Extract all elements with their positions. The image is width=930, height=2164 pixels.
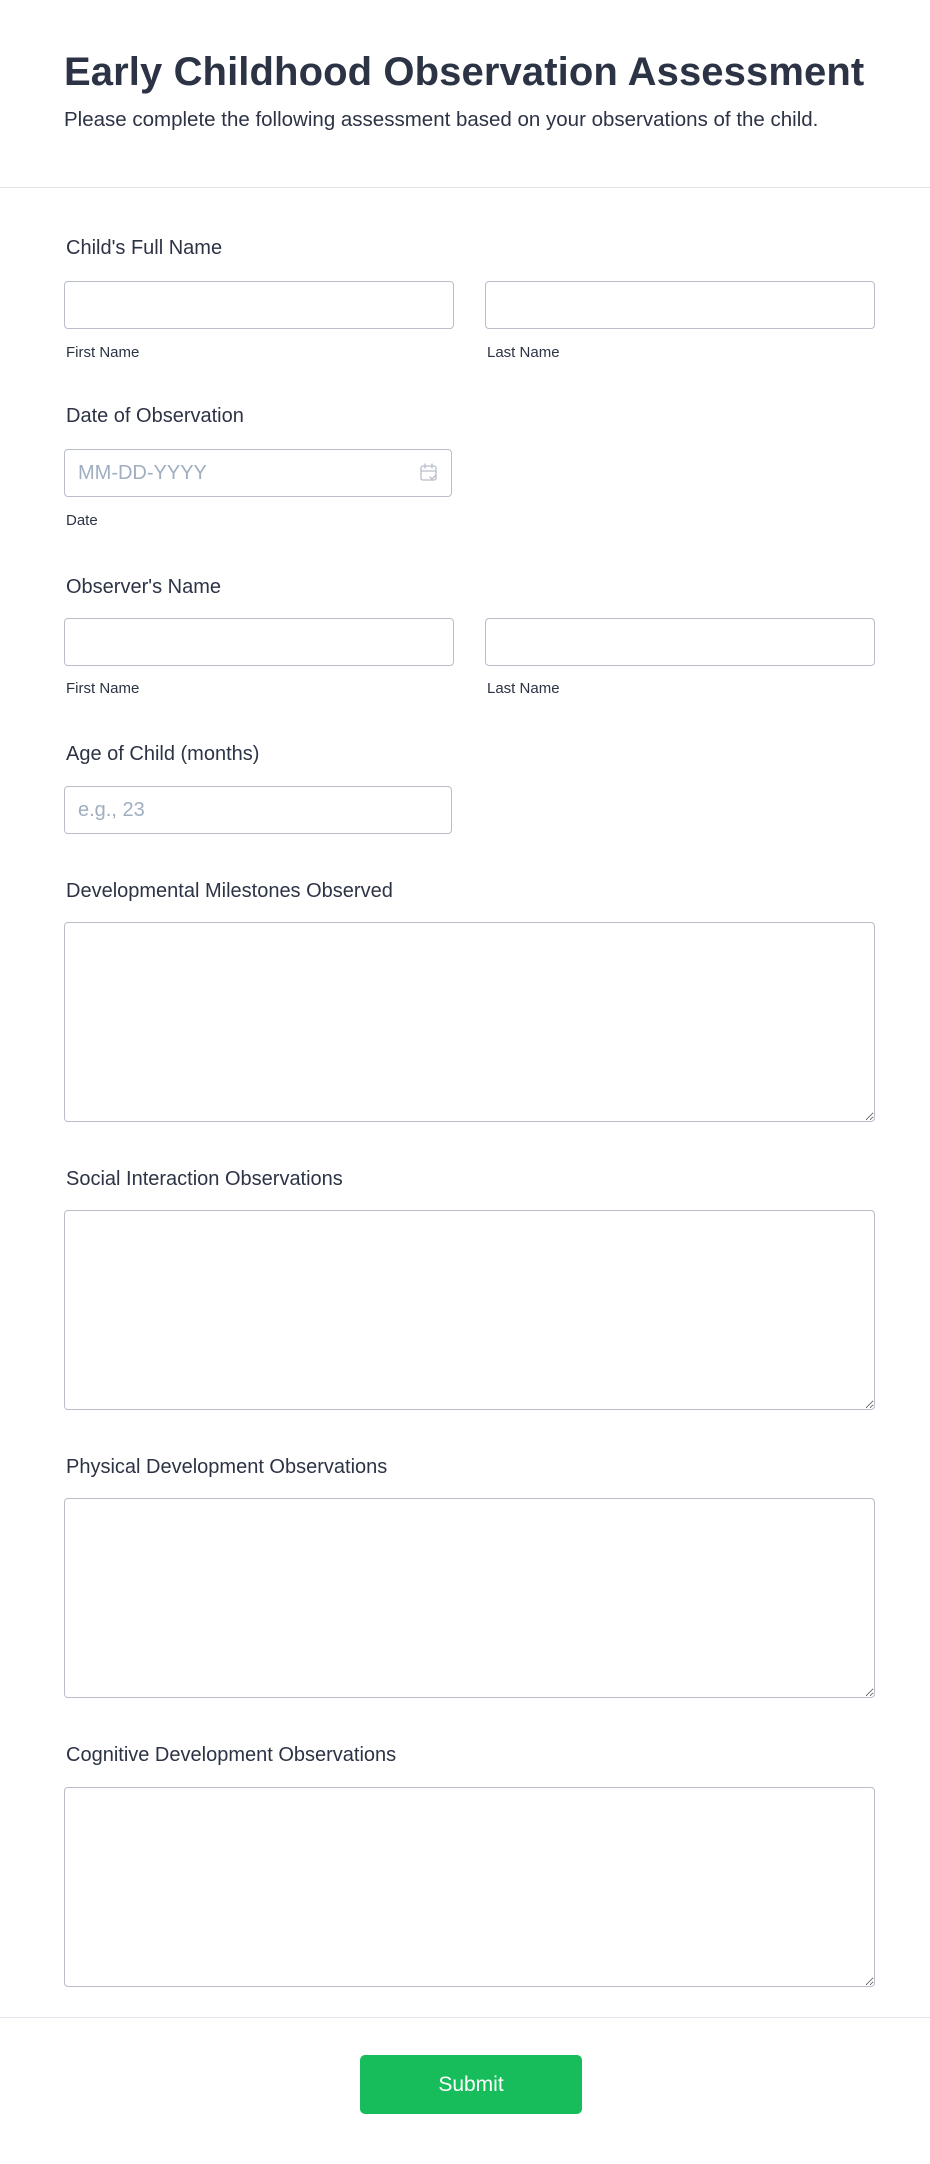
form-header (0, 0, 930, 188)
footer-divider (0, 2017, 930, 2018)
date-label: Date of Observation (66, 405, 244, 427)
submit-button[interactable]: Submit (360, 2055, 582, 2114)
milestones-label: Developmental Milestones Observed (66, 880, 393, 902)
physical-label: Physical Development Observations (66, 1456, 388, 1478)
cognitive-label: Cognitive Development Observations (66, 1744, 397, 1766)
physical-textarea[interactable] (64, 1498, 875, 1698)
page-title: Early Childhood Observation Assessment (64, 50, 865, 94)
observer-last-name-sublabel: Last Name (487, 680, 560, 697)
social-textarea[interactable] (64, 1210, 875, 1410)
age-input[interactable] (64, 786, 452, 834)
date-sublabel: Date (66, 512, 98, 529)
observer-first-name-sublabel: First Name (66, 680, 140, 697)
child-last-name-sublabel: Last Name (487, 344, 560, 361)
child-first-name-sublabel: First Name (66, 344, 140, 361)
observer-last-name-input[interactable] (485, 618, 875, 666)
observer-first-name-input[interactable] (64, 618, 454, 666)
calendar-check-icon[interactable] (420, 463, 438, 482)
observer-name-label: Observer's Name (66, 576, 221, 598)
age-label: Age of Child (months) (66, 743, 260, 765)
child-name-label: Child's Full Name (66, 237, 223, 259)
cognitive-textarea[interactable] (64, 1787, 875, 1987)
milestones-textarea[interactable] (64, 922, 875, 1122)
page-subtitle: Please complete the following assessment based on your observations of the child. (64, 108, 819, 131)
social-label: Social Interaction Observations (66, 1168, 343, 1190)
child-first-name-input[interactable] (64, 281, 454, 329)
child-last-name-input[interactable] (485, 281, 875, 329)
date-input[interactable] (64, 449, 452, 497)
